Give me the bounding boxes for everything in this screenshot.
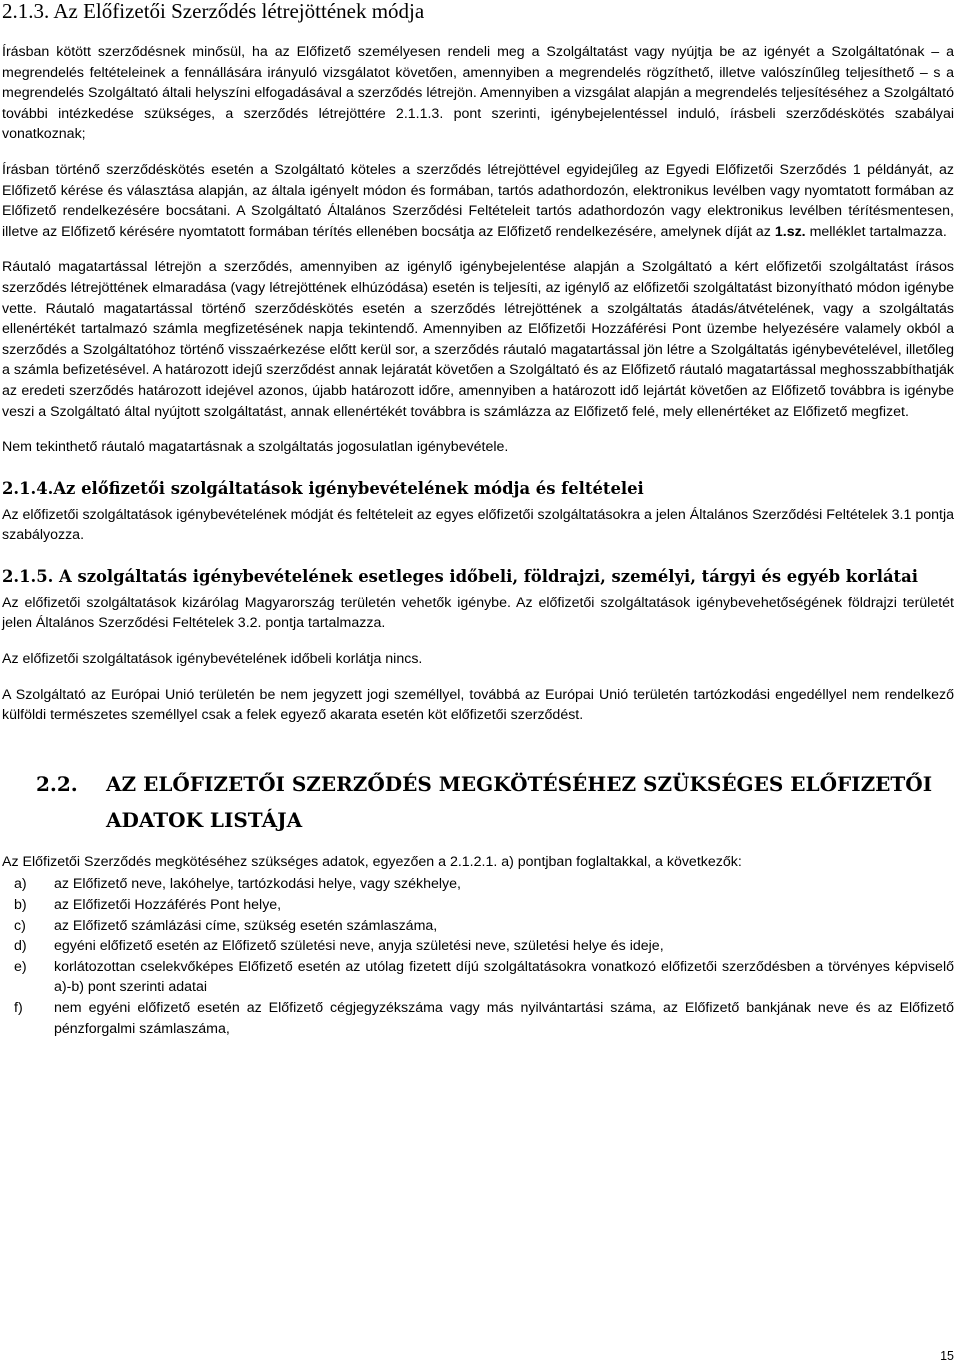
- paragraph-required-data: Az Előfizetői Szerződés megkötéséhez szükséges adatok, egyezően a 2.1.2.1. a) pontjban foglaltakkal, a következők:: [2, 853, 742, 870]
- paragraph-written-contract: Írásban kötött szerződésnek minősül, ha az Előfizető személyesen rendeli meg a Szolgáltatást vagy nyújtja be az igényét a Szolgáltatónak – a megrendelés feltételeinek a fennállására irányuló vizsgálatot követően, amennyiben a megrendelés rögzíthető, illetve valószínűleg teljesíthető – s a megrendelés Szolgáltató általi helyszíni elfogadásával a szerződés létrejön. Amennyiben a vizsgálat alapján a megrendelés teljesítéséhez a Szolgáltató további intézkedése szükséges, a szerződés létrejöttére 2.1.1.3. pont szerinti, igénybejelentéssel induló, írásbeli szerződéskötés szabályai vonatkoznak;: [2, 44, 954, 143]
- list-item: [2, 998, 954, 1039]
- list-item: [2, 916, 954, 937]
- paragraph-unauthorized-use: Nem tekinthető ráutaló magatartásnak a szolgáltatás jogosulatlan igénybevétele.: [2, 439, 509, 456]
- list-item-text: az Előfizető neve, lakóhelye, tartózkodási helye, vagy székhelye,: [54, 876, 461, 893]
- paragraph-implied-conduct: Ráutaló magatartással létrejön a szerződés, amennyiben az igénylő igénybejelentése alapján a Szolgáltató a kért előfizetői szolgáltatást írásos szerződés létrejöttének elmaradása (vagy létrejöttének elhúzódása) esetén is teljesíti, az igénylő az előfizetői szolgáltatást bizonyítható módon igénybe vette. Ráutaló magatartással történő szerződéskötés esetén a szerződés létrejöttének a szolgáltatás átadás/átvételének, vagy a szolgáltatás ellenértékét tartalmazó számla megfizetésének napja tekintendő. Amennyiben az Előfizetői Hozzáférési Pont üzembe helyezésére valamely okból a szerződés a Szolgáltatóhoz történő visszaérkezése előtt kerül sor, a szerződés ráutaló magatartással jön létre a Szolgáltatás igénybevételével, illetőleg a számla befizetésével. A határozott idejű szerződést annak lejáratát követően a Szolgáltató és az Előfizető ráutaló magatartással meghosszabbíthatják az eredeti szerződés határozott idejével azonos, újabb határozott időre, amennyiben a határozott idő lejártát követően az Előfizető továbbra is igénybe veszi a Szolgáltató által nyújtott szolgáltatást, annak ellenértékét továbbra is számlázza az Előfizető felé, mely ellenértéket az Előfizető megfizet.: [2, 259, 954, 420]
- list-item-text: korlátozottan cselekvőképes Előfizető esetén az utólag fizetett díjú szolgáltatásokra vonatkozó előfizetői szerződésben a törvényes képviselő a)-b) pont szerinti adatai: [54, 958, 954, 996]
- annex-reference: 1.sz.: [774, 223, 806, 240]
- section-title: AZ ELŐFIZETŐI SZERZŐDÉS MEGKÖTÉSÉHEZ SZÜKSÉGES ELŐFIZETŐI ADATOK LISTÁJA: [106, 771, 933, 832]
- list-item-label: b): [14, 897, 27, 914]
- list-item-text: az Előfizető számlázási címe, szükség esetén számlaszáma,: [54, 917, 438, 934]
- paragraph-time-limits: Az előfizetői szolgáltatások igénybevételének időbeli korlátja nincs.: [2, 651, 423, 668]
- list-item-text: nem egyéni előfizető esetén az Előfizető cégjegyzékszáma vagy más nyilvántartási száma, az Előfizető bankjának neve és az Előfizető pénzforgalmi számlaszáma,: [54, 1000, 954, 1037]
- list-item-text: egyéni előfizető esetén az Előfizető születési neve, anyja születési neve, születési helye és ideje,: [54, 938, 664, 955]
- paragraph-geographic-limits: Az előfizetői szolgáltatások kizárólag Magyarország területén vehetők igénybe. Az előfizetői szolgáltatások igénybevehetőségének földrajzi területét jelen Általános Szerződési Feltételek 3.2. pontja tartalmazza.: [2, 594, 954, 632]
- paragraph-text-tail: melléklet tartalmazza.: [805, 223, 947, 240]
- list-item-label: a): [14, 876, 27, 893]
- page-content: [2, 42, 954, 1039]
- list-item-text: az Előfizetői Hozzáférés Pont helye,: [54, 897, 282, 914]
- paragraph-personal-limits: A Szolgáltató az Európai Unió területén be nem jegyzett jogi személlyel, továbbá az Európai Unió területén tartózkodási engedéllyel nem rendelkező külföldi természetes személlyel csak a felek egyező akarata esetén köt előfizetői szerződést.: [2, 686, 954, 724]
- required-data-list: [2, 874, 954, 1039]
- paragraph-written-contract-copy: [2, 160, 954, 242]
- list-item-label: e): [14, 958, 27, 975]
- section-heading-2-1-3: 2.1.3. Az Előfizetői Szerződés létrejöttének módja: [2, 0, 425, 23]
- section-heading-2-2: [2, 766, 954, 838]
- page-number: 15: [940, 1349, 954, 1363]
- section-heading-2-1-4: 2.1.4.Az előfizetői szolgáltatások igénybevételének módja és feltételei: [2, 478, 644, 498]
- paragraph-text: Írásban történő szerződéskötés esetén a Szolgáltató köteles a szerződés létrejöttével egyidejűleg az Egyedi Előfizetői Szerződés 1 példányát, az Előfizető kérése és választása alapján, az általa igényelt módon és formában, tartós adathordozón, elektronikus levélben vagy nyomtatott formában az Előfizető rendelkezésére bocsátani. A Szolgáltató Általános Szerződési Feltételeit tartós adathordozón vagy elektronikus levélben térítésmentesen, illetve az Előfizető kérésére nyomtatott formában térítés ellenében bocsátja az Előfizető rendelkezésére, amelynek díját az: [2, 161, 954, 240]
- list-item-label: f): [14, 1000, 23, 1016]
- list-item: [2, 895, 954, 916]
- list-item: [2, 957, 954, 998]
- section-number: 2.2.: [36, 771, 78, 796]
- list-item-label: d): [14, 938, 27, 955]
- list-item-label: c): [14, 917, 26, 934]
- paragraph-usage-conditions: Az előfizetői szolgáltatások igénybevételének módját és feltételeit az egyes előfizetői szolgáltatásokra a jelen Általános Szerződési Feltételek 3.1 pontja szabályozza.: [2, 506, 954, 544]
- section-heading-2-1-5: 2.1.5. A szolgáltatás igénybevételének esetleges időbeli, földrajzi, személyi, tárgyi és egyéb korlátai: [2, 566, 918, 586]
- list-item: [2, 874, 954, 895]
- list-item: [2, 936, 954, 957]
